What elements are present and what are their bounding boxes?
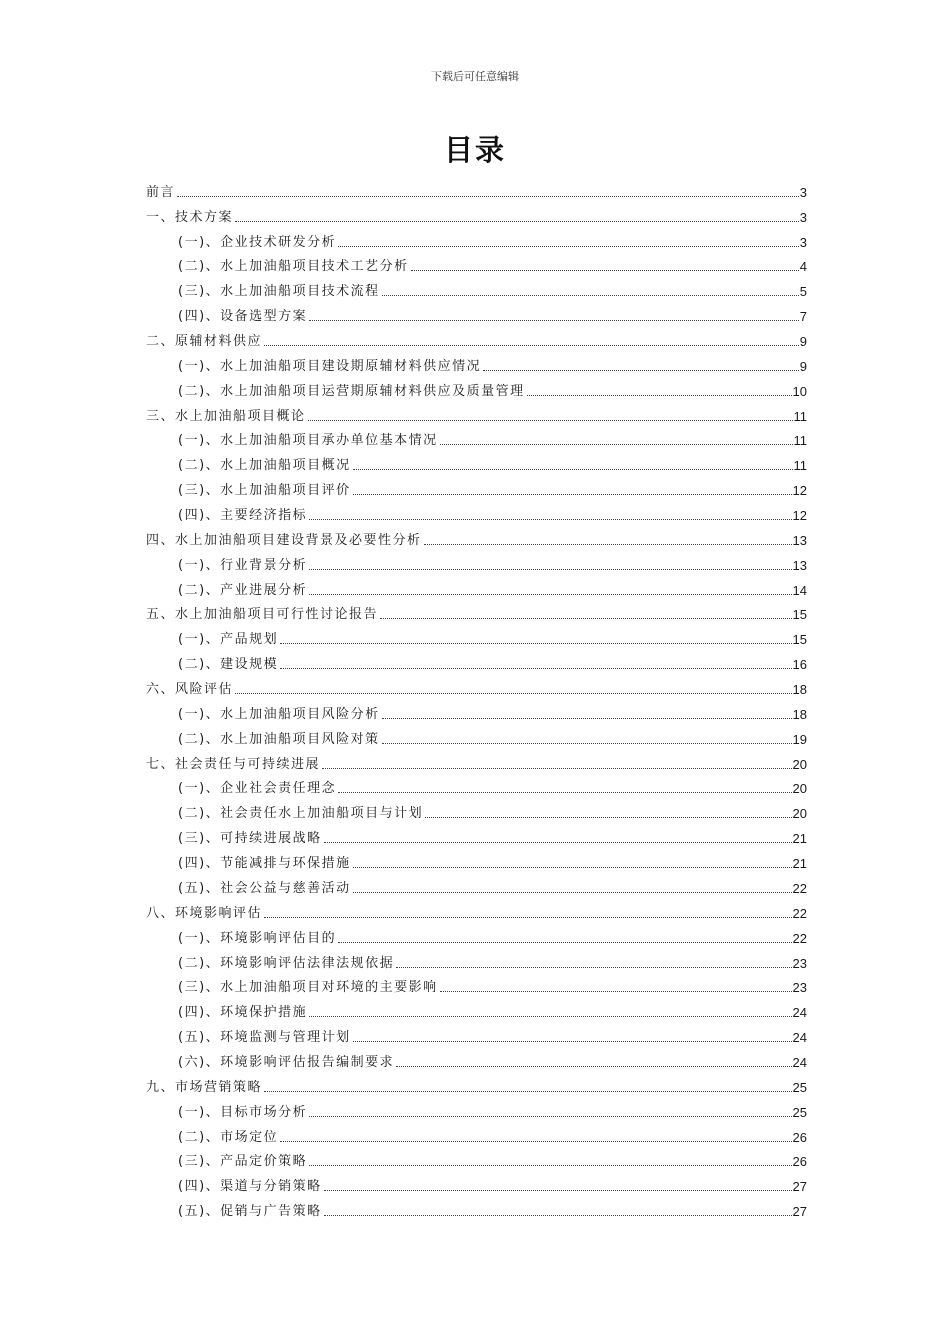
- toc-dot-leader: [353, 892, 792, 893]
- toc-entry-text: (二)、环境影响评估法律法规依据: [178, 955, 395, 971]
- toc-entry[interactable]: [146, 524, 807, 549]
- toc-dot-leader: [324, 1190, 792, 1191]
- toc-entry-text: (四)、设备选型方案: [178, 309, 308, 325]
- toc-page-number: 21: [792, 831, 807, 847]
- toc-entry-text: (一)、企业社会责任理念: [178, 781, 337, 797]
- toc-entry[interactable]: [146, 474, 807, 499]
- toc-page-number: 10: [792, 383, 807, 399]
- toc-entry-text: 九、市场营销策略: [146, 1079, 263, 1095]
- toc-entry-text: 六、风险评估: [146, 682, 234, 698]
- toc-page-number: 12: [792, 483, 807, 499]
- toc-dot-leader: [382, 295, 799, 296]
- toc-entry-text: (五)、促销与广告策略: [178, 1204, 322, 1220]
- toc-entry[interactable]: [146, 350, 807, 375]
- toc-dot-leader: [309, 1116, 791, 1117]
- toc-entry[interactable]: [146, 425, 807, 450]
- toc-dot-leader: [322, 768, 792, 769]
- toc-entry[interactable]: [146, 251, 807, 276]
- toc-page-number: 25: [792, 1079, 807, 1095]
- toc-page-number: 27: [792, 1204, 807, 1220]
- toc-dot-leader: [382, 718, 792, 719]
- toc-entry[interactable]: [146, 648, 807, 673]
- toc-entry-text: (一)、行业背景分析: [178, 557, 308, 573]
- toc-dot-leader: [353, 469, 793, 470]
- toc-page-number: 4: [799, 259, 807, 275]
- toc-entry-text: (一)、企业技术研发分析: [178, 234, 337, 250]
- toc-entry[interactable]: [146, 574, 807, 599]
- toc-entry[interactable]: [146, 201, 807, 226]
- toc-dot-leader: [264, 1091, 792, 1092]
- toc-entry-text: (五)、环境监测与管理计划: [178, 1030, 351, 1046]
- toc-dot-leader: [177, 196, 799, 197]
- toc-entry[interactable]: [146, 275, 807, 300]
- toc-entry-text: 前言: [146, 184, 176, 200]
- toc-entry-text: 三、水上加油船项目概论: [146, 408, 306, 424]
- toc-entry-text: (三)、水上加油船项目技术流程: [178, 284, 380, 300]
- toc-dot-leader: [424, 544, 792, 545]
- toc-page-number: 5: [799, 284, 807, 300]
- toc-entry-text: (三)、可持续进展战略: [178, 831, 322, 847]
- toc-entry[interactable]: [146, 623, 807, 648]
- toc-dot-leader: [309, 519, 791, 520]
- toc-page-number: 15: [792, 632, 807, 648]
- toc-entry[interactable]: [146, 300, 807, 325]
- toc-entry-text: (四)、环境保护措施: [178, 1005, 308, 1021]
- toc-dot-leader: [264, 345, 799, 346]
- toc-page-number: 9: [799, 334, 807, 350]
- toc-entry[interactable]: [146, 773, 807, 798]
- toc-page-number: 7: [799, 309, 807, 325]
- toc-entry-text: (四)、节能减排与环保措施: [178, 856, 351, 872]
- toc-page-number: 3: [799, 184, 807, 200]
- toc-entry[interactable]: [146, 872, 807, 897]
- toc-dot-leader: [440, 991, 792, 992]
- toc-dot-leader: [396, 967, 791, 968]
- toc-entry[interactable]: [146, 748, 807, 773]
- toc-dot-leader: [527, 395, 792, 396]
- toc-dot-leader: [483, 370, 799, 371]
- toc-page-number: 11: [793, 408, 807, 424]
- toc-entry[interactable]: [146, 972, 807, 997]
- toc-entry[interactable]: [146, 226, 807, 251]
- toc-page-number: 20: [792, 756, 807, 772]
- toc-page-number: 9: [799, 358, 807, 374]
- toc-page-number: 22: [792, 930, 807, 946]
- toc-dot-leader: [280, 1141, 791, 1142]
- toc-entry-text: (二)、市场定位: [178, 1129, 279, 1145]
- toc-page-number: 26: [792, 1129, 807, 1145]
- toc-dot-leader: [338, 792, 791, 793]
- toc-page-number: 24: [792, 1005, 807, 1021]
- toc-entry[interactable]: [146, 1096, 807, 1121]
- toc-dot-leader: [235, 221, 799, 222]
- toc-page-number: 13: [792, 532, 807, 548]
- toc-entry-text: (一)、水上加油船项目风险分析: [178, 706, 380, 722]
- toc-page-number: 21: [792, 856, 807, 872]
- toc-entry-text: (三)、产品定价策略: [178, 1154, 308, 1170]
- toc-entry-text: 四、水上加油船项目建设背景及必要性分析: [146, 532, 422, 548]
- toc-page-number: 3: [799, 209, 807, 225]
- toc-entry-text: (二)、水上加油船项目技术工艺分析: [178, 259, 409, 275]
- toc-page-number: 23: [792, 955, 807, 971]
- toc-entry[interactable]: [146, 1121, 807, 1146]
- toc-page-number: 18: [792, 682, 807, 698]
- toc-entry-text: (二)、产业进展分析: [178, 582, 308, 598]
- toc-entry[interactable]: [146, 1021, 807, 1046]
- toc-dot-leader: [380, 618, 792, 619]
- toc-entry[interactable]: [146, 599, 807, 624]
- toc-entry-text: (一)、水上加油船项目承办单位基本情况: [178, 433, 438, 449]
- toc-page-number: 13: [792, 557, 807, 573]
- toc-entry[interactable]: [146, 698, 807, 723]
- toc-page-number: 25: [792, 1104, 807, 1120]
- toc-dot-leader: [309, 1165, 791, 1166]
- toc-dot-leader: [280, 668, 791, 669]
- toc-dot-leader: [425, 817, 791, 818]
- header-note: 下载后可任意编辑: [431, 70, 519, 83]
- toc-page-number: 11: [793, 433, 807, 449]
- toc-entry-text: (五)、社会公益与慈善活动: [178, 880, 351, 896]
- toc-dot-leader: [235, 693, 792, 694]
- toc-entry-text: (一)、水上加油船项目建设期原辅材料供应情况: [178, 358, 482, 374]
- toc-dot-leader: [309, 320, 799, 321]
- toc-page-number: 20: [792, 781, 807, 797]
- toc-entry[interactable]: [146, 1146, 807, 1171]
- toc-entry-text: 八、环境影响评估: [146, 905, 263, 921]
- toc-entry[interactable]: [146, 1046, 807, 1071]
- toc-page-number: 24: [792, 1030, 807, 1046]
- toc-entry-text: (四)、渠道与分销策略: [178, 1179, 322, 1195]
- toc-entry[interactable]: [146, 996, 807, 1021]
- toc-page-number: 24: [792, 1054, 807, 1070]
- toc-page-number: 12: [792, 508, 807, 524]
- toc-entry-text: (二)、水上加油船项目风险对策: [178, 731, 380, 747]
- toc-entry[interactable]: [146, 549, 807, 574]
- toc-entry[interactable]: [146, 400, 807, 425]
- toc-entry-text: 七、社会责任与可持续进展: [146, 756, 321, 772]
- toc-entry[interactable]: [146, 897, 807, 922]
- toc-entry[interactable]: [146, 375, 807, 400]
- toc-entry-text: (一)、产品规划: [178, 632, 279, 648]
- toc-dot-leader: [308, 420, 793, 421]
- toc-page-number: 14: [792, 582, 807, 598]
- toc-dot-leader: [353, 1041, 792, 1042]
- toc-entry-text: (二)、建设规模: [178, 657, 279, 673]
- toc-entry-text: 二、原辅材料供应: [146, 334, 263, 350]
- toc-entry-text: 一、技术方案: [146, 209, 234, 225]
- toc-page-number: 22: [792, 880, 807, 896]
- toc-dot-leader: [338, 246, 799, 247]
- toc-dot-leader: [338, 942, 791, 943]
- toc-dot-leader: [324, 1215, 792, 1216]
- toc-dot-leader: [353, 494, 792, 495]
- toc-entry-text: (二)、社会责任水上加油船项目与计划: [178, 806, 424, 822]
- toc-entry[interactable]: [146, 449, 807, 474]
- toc-dot-leader: [411, 270, 799, 271]
- toc-entry-text: (一)、环境影响评估目的: [178, 930, 337, 946]
- toc-entry[interactable]: [146, 1071, 807, 1096]
- toc-entry[interactable]: [146, 822, 807, 847]
- toc-page-number: 23: [792, 980, 807, 996]
- toc-entry[interactable]: [146, 947, 807, 972]
- toc-entry[interactable]: [146, 325, 807, 350]
- toc-entry-text: (三)、水上加油船项目对环境的主要影响: [178, 980, 438, 996]
- toc-dot-leader: [440, 444, 793, 445]
- toc-dot-leader: [264, 917, 792, 918]
- toc-entry-text: (二)、水上加油船项目运营期原辅材料供应及质量管理: [178, 383, 525, 399]
- toc-entry-text: 五、水上加油船项目可行性讨论报告: [146, 607, 379, 623]
- toc-entry[interactable]: [146, 797, 807, 822]
- toc-entry-text: (二)、水上加油船项目概况: [178, 458, 351, 474]
- toc-entry[interactable]: [146, 723, 807, 748]
- toc-dot-leader: [309, 1016, 791, 1017]
- toc-title: 目录: [443, 133, 506, 167]
- toc-page-number: 27: [792, 1179, 807, 1195]
- toc-dot-leader: [382, 743, 792, 744]
- toc-dot-leader: [353, 867, 792, 868]
- toc-page-number: 18: [792, 706, 807, 722]
- toc-page-number: 22: [792, 905, 807, 921]
- toc-dot-leader: [324, 842, 792, 843]
- toc-entry-text: (三)、水上加油船项目评价: [178, 483, 351, 499]
- toc-entry[interactable]: [146, 1195, 807, 1220]
- toc-page-number: 16: [792, 657, 807, 673]
- toc-page-number: 3: [799, 234, 807, 250]
- toc-entry[interactable]: [146, 176, 807, 201]
- toc-page-number: 15: [792, 607, 807, 623]
- toc-entry[interactable]: [146, 1170, 807, 1195]
- toc-entry[interactable]: [146, 847, 807, 872]
- toc-page-number: 19: [792, 731, 807, 747]
- toc-entry[interactable]: [146, 922, 807, 947]
- toc-page-number: 20: [792, 806, 807, 822]
- toc-entry[interactable]: [146, 499, 807, 524]
- toc-page-number: 26: [792, 1154, 807, 1170]
- table-of-contents: [146, 176, 807, 1220]
- toc-entry[interactable]: [146, 673, 807, 698]
- toc-dot-leader: [280, 643, 791, 644]
- toc-entry-text: (一)、目标市场分析: [178, 1104, 308, 1120]
- toc-entry-text: (六)、环境影响评估报告编制要求: [178, 1054, 395, 1070]
- toc-entry-text: (四)、主要经济指标: [178, 508, 308, 524]
- toc-dot-leader: [396, 1066, 791, 1067]
- toc-dot-leader: [309, 594, 791, 595]
- toc-page-number: 11: [793, 458, 807, 474]
- toc-dot-leader: [309, 569, 791, 570]
